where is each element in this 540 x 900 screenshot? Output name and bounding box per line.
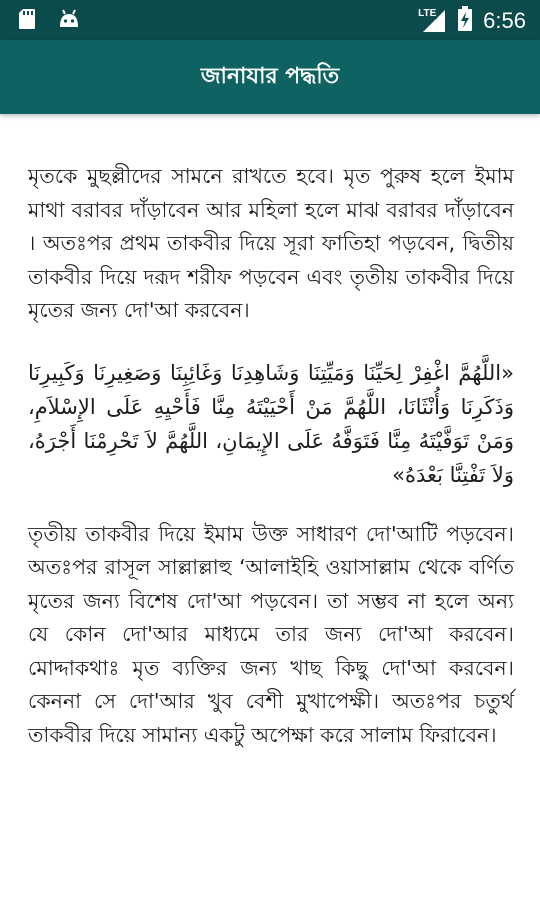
arabic-dua: «اللَّهُمَّ اغْفِرْ لِحَيِّنَا وَمَيِّتِنَا وَشَاهِدِنَا وَغَائِبِنَا وَصَغِيرِنَا وَكَبِيرِنَا وَذَكَرِنَا وَأُنْثَانَا، اللَّهُمَّ مَنْ أَحْيَيْتَهُ مِنَّا فَأَحْيِهِ عَلَى الإِسْلاَمِ، وَمَنْ تَوَفَّيْتَهُ مِنَّا فَتَوَفَّهُ عَلَى الإِيمَانِ، اللَّهُمَّ لاَ تَحْرِمْنَا أَجْرَهُ، وَلاَ تَفْتِنَّا بَعْدَهُ» — [28, 360, 514, 487]
android-icon — [58, 9, 80, 33]
network-type-label: LTE — [418, 8, 437, 19]
signal-icon — [417, 8, 447, 34]
paragraph-instructions: তৃতীয় তাকবীর দিয়ে ইমাম উক্ত সাধারণ দো'আটি পড়বেন। অতঃপর রাসূল সাল্লাল্লাহু ‘আলাইহি ওয়াসাল্লাম থেকে বর্ণিত মৃতের জন্য বিশেষ দো'আ পড়বেন। তা সম্ভব না হলে অন্য যে কোন দো'আর মাধ্যমে তার জন্য দো'আ করবেন। মোদ্দাকথাঃ মৃত ব্যক্তির জন্য খাছ কিছু দো'আ করবেন। কেননা সে দো'আর খুব বেশী মুখাপেক্ষী। অতঃপর চতুর্থ তাকবীর দিয়ে সামান্য একটু অপেক্ষা করে সালাম ফিরাবেন। — [28, 521, 514, 747]
page-title: জানাযার পদ্ধতি — [200, 63, 340, 89]
app-bar — [0, 40, 540, 114]
status-right-icons — [417, 6, 526, 36]
status-clock: 6:56 — [483, 8, 526, 33]
battery-charging-icon — [457, 6, 473, 36]
paragraph-intro: মৃতকে মুছল্লীদের সামনে রাখতে হবে। মৃত পুরুষ হলে ইমাম মাথা বরাবর দাঁড়াবেন আর মহিলা হলে মাঝ বরাবর দাঁড়াবেন । অতঃপর প্রথম তাকবীর দিয়ে সূরা ফাতিহা পড়বেন, দ্বিতীয় তাকবীর দিয়ে দরূদ শরীফ পড়বেন এবং তৃতীয় তাকবীর দিয়ে মৃতের জন্য দো'আ করবেন। — [28, 164, 514, 322]
article-content[interactable] — [28, 160, 514, 780]
status-bar — [0, 0, 540, 40]
sd-card-icon — [18, 8, 36, 34]
status-left-icons — [18, 8, 80, 34]
